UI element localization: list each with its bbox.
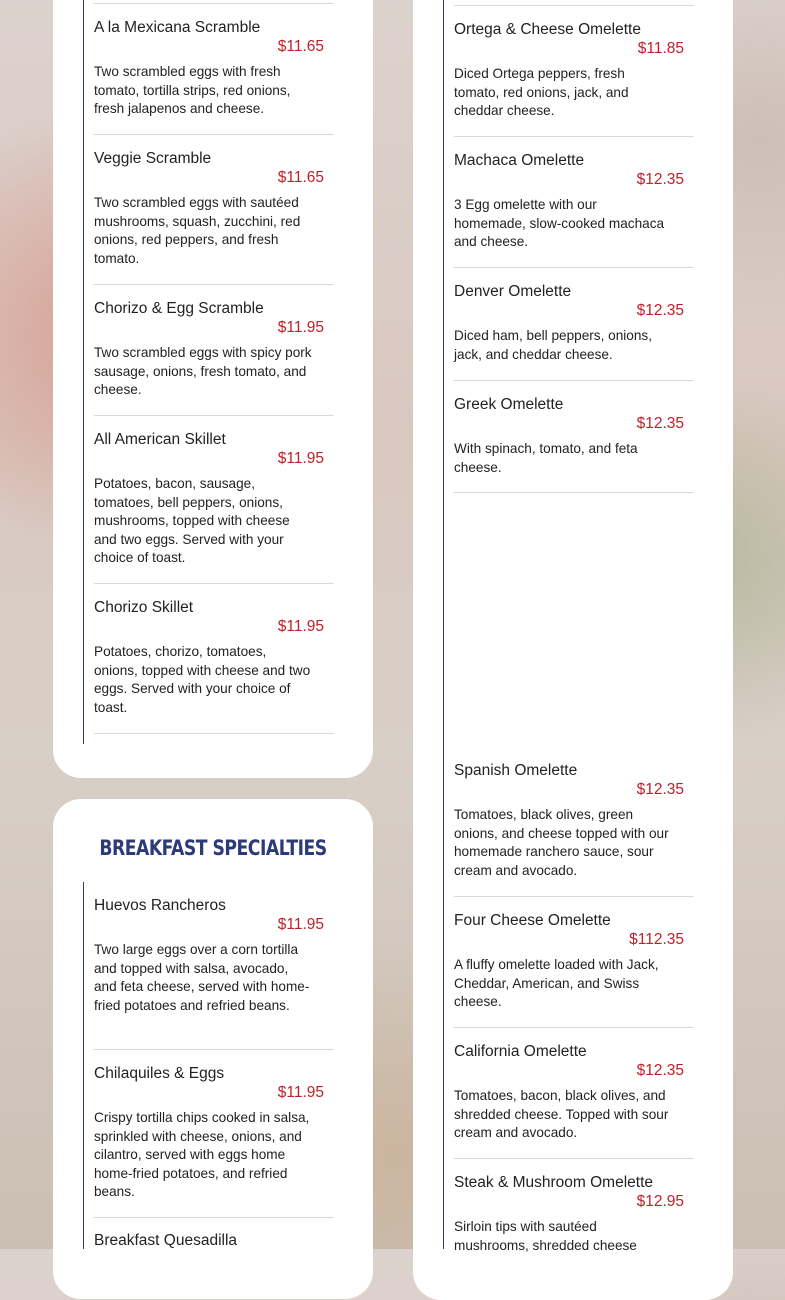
item-divider [454, 380, 694, 381]
item-description: Diced Ortega peppers, fresh tomato, red onions, jack, and cheddar cheese. [454, 66, 629, 119]
item-description: Potatoes, bacon, sausage, tomatoes, bell peppers, onions, mushrooms, topped with cheese and two eggs. Served with your choice of toast. [94, 476, 290, 566]
item-divider [454, 5, 694, 6]
item-divider [94, 284, 334, 285]
section-title: BREAKFAST SPECIALTIES [99, 836, 327, 860]
item-description: Potatoes, chorizo, tomatoes, onions, topped with cheese and two eggs. Served with your choice of toast. [94, 644, 311, 715]
item-name: Huevos Rancheros [94, 897, 226, 914]
item-description: A fluffy omelette loaded with Jack, Cheddar, American, and Swiss cheese. [454, 957, 659, 1010]
item-divider [454, 1027, 694, 1028]
item-description: Diced ham, bell peppers, onions, jack, and cheddar cheese. [454, 328, 652, 362]
item-price: $11.85 [637, 40, 684, 57]
item-price: $11.95 [277, 916, 324, 933]
item-name: Spanish Omelette [454, 762, 578, 779]
item-name: California Omelette [454, 1043, 587, 1060]
section-accent-line [83, 882, 84, 1249]
item-price: $12.35 [636, 302, 684, 319]
item-divider [454, 1158, 694, 1159]
item-divider [94, 1049, 334, 1050]
item-name: Four Cheese Omelette [454, 912, 611, 929]
item-name: Machaca Omelette [454, 152, 585, 169]
item-divider [94, 3, 334, 4]
item-name: Chorizo Skillet [94, 599, 194, 616]
item-divider [454, 136, 694, 137]
item-description: 3 Egg omelette with our homemade, slow-cooked machaca and cheese. [454, 197, 665, 250]
item-name: Steak & Mushroom Omelette [454, 1174, 653, 1191]
item-price: $112.35 [629, 931, 684, 948]
item-description: Tomatoes, black olives, green onions, and cheese topped with our homemade ranchero sauce, sour cream and avocado. [454, 807, 669, 878]
item-name: Ortega & Cheese Omelette [454, 21, 641, 38]
item-description: Two scrambled eggs with fresh tomato, tortilla strips, red onions, fresh jalapenos and cheese. [94, 64, 291, 117]
item-name: Chilaquiles & Eggs [94, 1065, 225, 1082]
item-name: All American Skillet [94, 431, 226, 448]
item-description: Two scrambled eggs with sautéed mushrooms, squash, zucchini, red onions, red peppers, and fresh tomato. [94, 195, 301, 266]
item-divider [454, 267, 694, 268]
item-divider [94, 415, 334, 416]
item-name: A la Mexicana Scramble [94, 19, 261, 36]
item-name: Greek Omelette [454, 396, 564, 413]
item-description: Tomatoes, bacon, black olives, and shredded cheese. Topped with sour cream and avocado. [454, 1088, 669, 1141]
item-description: Crispy tortilla chips cooked in salsa, sprinkled with cheese, onions, and cilantro, served with eggs home home-fried potatoes, and refried beans. [94, 1110, 310, 1200]
item-price: $12.35 [636, 415, 684, 432]
item-divider [94, 1217, 334, 1218]
item-price: $12.35 [636, 781, 684, 798]
item-description: Two large eggs over a corn tortilla and topped with salsa, avocado, and feta cheese, served with home-fried potatoes and refried beans. [94, 942, 310, 1013]
item-name: Breakfast Quesadilla [94, 1232, 238, 1249]
section-accent-line [443, 0, 444, 1249]
item-description: With spinach, tomato, and feta cheese. [454, 441, 638, 475]
item-divider [94, 583, 334, 584]
item-price: $12.95 [636, 1193, 684, 1210]
item-divider [94, 733, 334, 734]
item-name: Denver Omelette [454, 283, 572, 300]
item-price: $11.65 [277, 169, 324, 186]
item-price: $11.95 [277, 450, 324, 467]
item-price: $12.35 [636, 1062, 684, 1079]
item-divider [94, 134, 334, 135]
item-price: $11.65 [277, 38, 324, 55]
item-price: $11.95 [277, 618, 324, 635]
item-description: Two scrambled eggs with spicy pork sausage, onions, fresh tomato, and cheese. [94, 345, 312, 398]
item-name: Veggie Scramble [94, 150, 212, 167]
item-description: Sirloin tips with sautéed mushrooms, shredded cheese [454, 1219, 637, 1253]
item-divider [454, 492, 694, 493]
item-price: $12.35 [636, 171, 684, 188]
item-divider [454, 896, 694, 897]
item-price: $11.95 [277, 319, 324, 336]
item-name: Chorizo & Egg Scramble [94, 300, 264, 317]
item-price: $11.95 [277, 1084, 324, 1101]
section-accent-line [83, 0, 84, 744]
